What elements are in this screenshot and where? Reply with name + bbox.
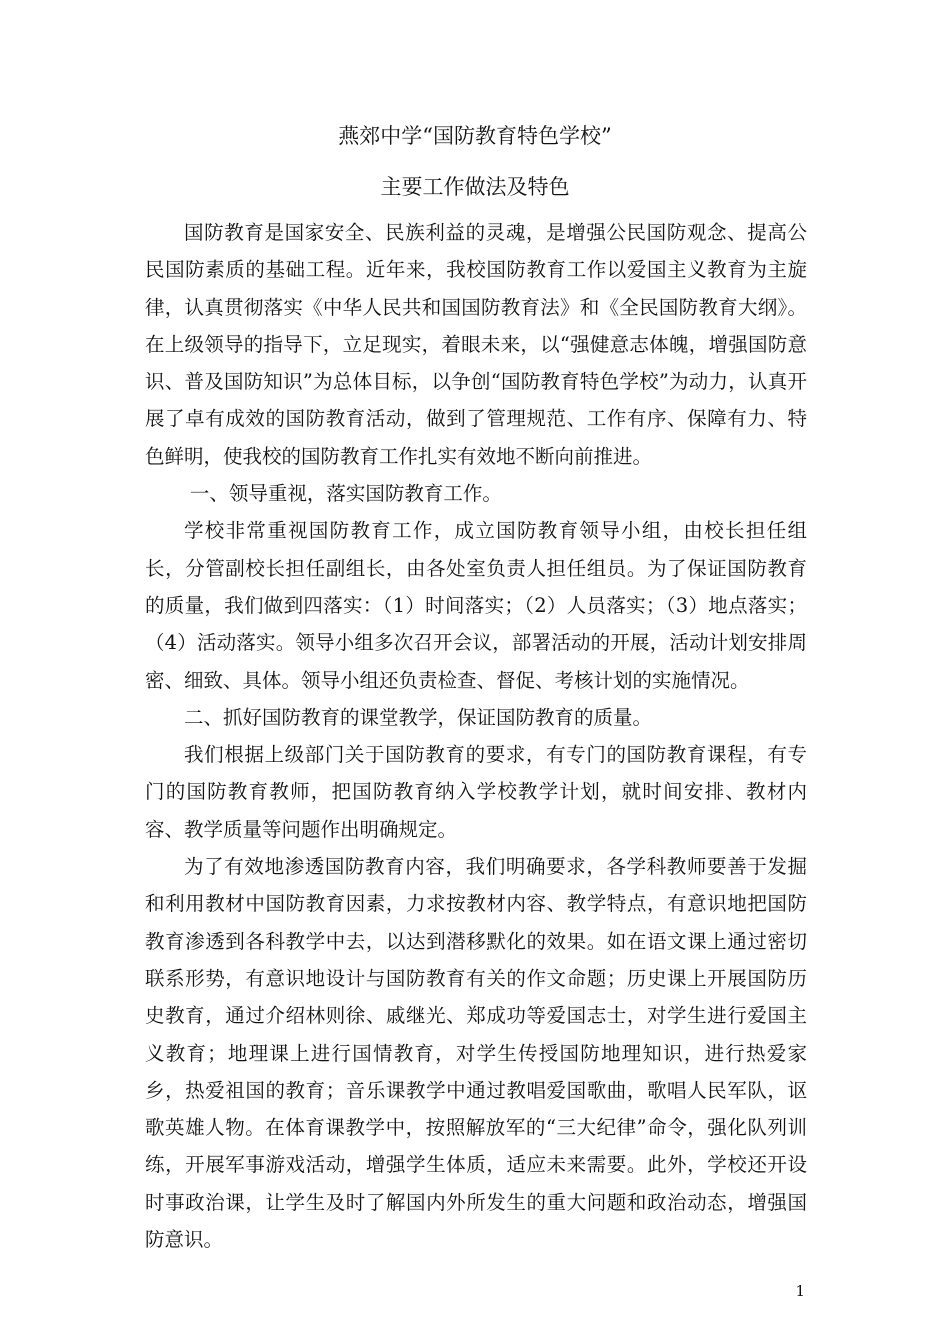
paragraph-intro: 国防教育是国家安全、民族利益的灵魂，是增强公民国防观念、提高公民国防素质的基础工程。近年来，我校国防教育工作以爱国主义教育为主旋律，认真贯彻落实《中华人民共和国国防教育法》和《全民国防教育大纲》。在上级领导的指导下，立足现实，着眼未来，以“强健意志体魄，增强国防意识、普及国防知识”为总体目标，以争创“国防教育特色学校”为动力，认真开展了卓有成效的国防教育活动，做到了管理规范、工作有序、保障有力、特色鲜明，使我校的国防教育工作扎实有效地不断向前推进。 [145, 221, 807, 468]
document-body [145, 214, 807, 1258]
paragraph-leadership: 学校非常重视国防教育工作，成立国防教育领导小组，由校长担任组长，分管副校长担任副组长，由各处室负责人担任组员。为了保证国防教育的质量，我们做到四落实：（1）时间落实；（2）人员落实；（3）地点落实；（4）活动落实。领导小组多次召开会议，部署活动的开展，活动计划安排周密、细致、具体。领导小组还负责检查、督促、考核计划的实施情况。 [145, 519, 807, 692]
section-heading-1: 一、领导重视，落实国防教育工作。 [189, 482, 502, 506]
paragraph-curriculum: 我们根据上级部门关于国防教育的要求，有专门的国防教育课程，有专门的国防教育教师，把国防教育纳入学校教学计划，就时间安排、教材内容、教学质量等问题作出明确规定。 [145, 743, 807, 841]
document-subtitle: 主要工作做法及特色 [380, 175, 570, 199]
document-title: 燕郊中学“国防教育特色学校” [338, 124, 612, 148]
section-heading-2: 二、抓好国防教育的课堂教学，保证国防教育的质量。 [184, 705, 653, 729]
paragraph-subject-integration: 为了有效地渗透国防教育内容，我们明确要求，各学科教师要善于发掘和利用教材中国防教育因素，力求按教材内容、教学特点，有意识地把国防教育渗透到各科教学中去，以达到潜移默化的效果。如在语文课上通过密切联系形势，有意识地设计与国防教育有关的作文命题；历史课上开展国防历史教育，通过介绍林则徐、戚继光、郑成功等爱国志士，对学生进行爱国主义教育；地理课上进行国情教育，对学生传授国防地理知识，进行热爱家乡，热爱祖国的教育；音乐课教学中通过教唱爱国歌曲，歌唱人民军队，讴歌英雄人物。在体育课教学中，按照解放军的“三大纪律”命令，强化队列训练，开展军事游戏活动，增强学生体质，适应未来需要。此外，学校还开设时事政治课，让学生及时了解国内外所发生的重大问题和政治动态，增强国防意识。 [145, 855, 807, 1252]
page-number: 1 [795, 1282, 805, 1300]
